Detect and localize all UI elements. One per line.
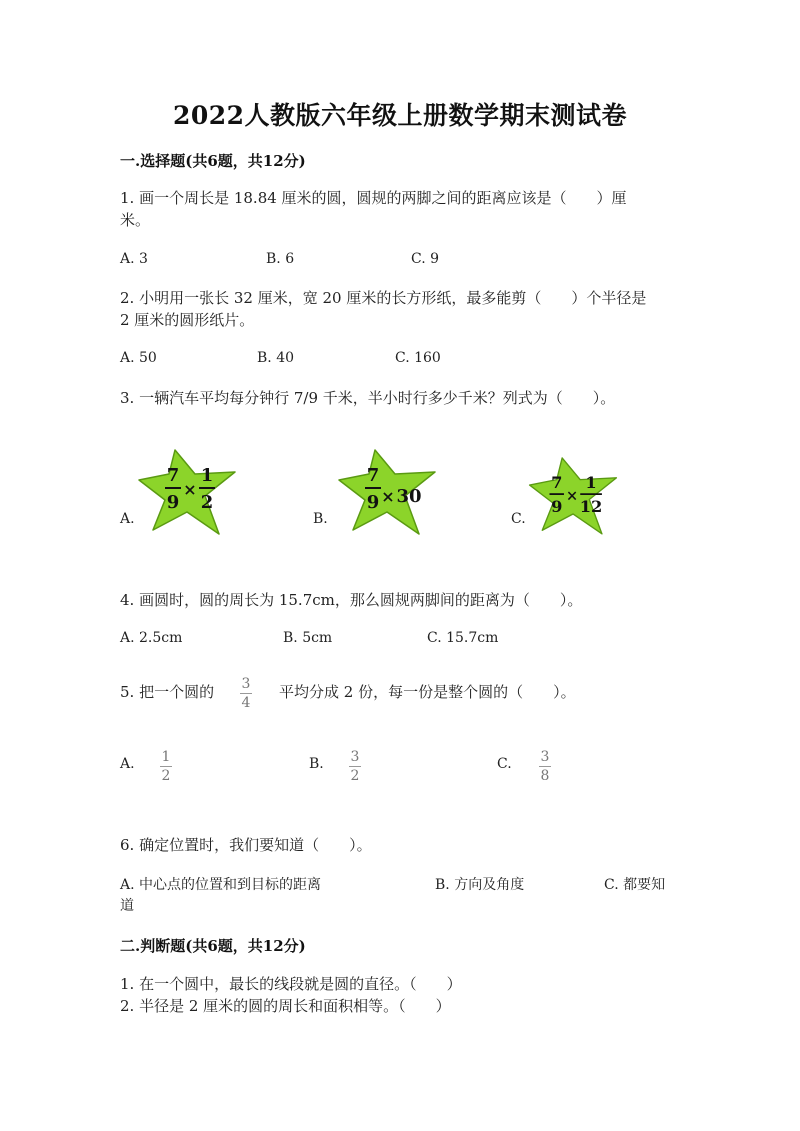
star-a-denominator: 9 xyxy=(166,492,180,513)
question-2-option-a: A. 50 xyxy=(120,350,157,366)
question-4-option-c: C. 15.7cm xyxy=(427,630,499,646)
question-5-option-c-fraction xyxy=(539,749,551,784)
star-c-numerator: 7 xyxy=(551,472,563,492)
fraction-bar xyxy=(539,766,551,767)
star-b-numerator: 7 xyxy=(366,465,380,486)
question-3-option-b-star-icon xyxy=(335,444,439,538)
question-4-option-b: B. 5cm xyxy=(283,630,333,646)
star-c-operator: × xyxy=(566,487,579,505)
star-c-right-numerator: 1 xyxy=(585,472,597,492)
question-5-option-a-letter: A. xyxy=(120,756,135,772)
star-a-numerator: 7 xyxy=(166,465,180,486)
question-5-suffix: 平均分成 2 份，每一份是整个圆的（ ）。 xyxy=(279,683,576,701)
question-6-line-1: 6. 确定位置时，我们要知道（ ）。 xyxy=(120,836,372,854)
question-5-fraction xyxy=(240,676,252,711)
section-heading-multiple-choice: 一.选择题(共6题，共12分) xyxy=(120,152,306,170)
question-4-option-a: A. 2.5cm xyxy=(120,630,183,646)
question-1-line-2: 米。 xyxy=(120,211,151,229)
tf-question-2: 2. 半径是 2 厘米的圆的周长和面积相等。（ ） xyxy=(120,997,451,1015)
question-3-option-b-letter: B. xyxy=(313,511,328,527)
question-3-line-1: 3. 一辆汽车平均每分钟行 7/9 千米，半小时行多少千米？列式为（ ）。 xyxy=(120,389,616,407)
question-3-option-a-letter: A. xyxy=(120,511,135,527)
question-1-line-1: 1. 画一个周长是 18.84 厘米的圆，圆规的两脚之间的距离应该是（ ）厘 xyxy=(120,189,627,207)
question-2-line-2: 2 厘米的圆形纸片。 xyxy=(120,311,255,329)
question-5-option-c-letter: C. xyxy=(497,756,512,772)
fraction-bar xyxy=(160,766,172,767)
exam-title: 2022人教版六年级上册数学期末测试卷 xyxy=(172,101,628,130)
question-6-option-a: A. 中心点的位置和到目标的距离 xyxy=(120,877,322,893)
option-b-numerator: 3 xyxy=(350,749,360,765)
star-a-right-numerator: 1 xyxy=(200,465,214,486)
option-c-denominator: 8 xyxy=(540,768,550,784)
question-5-option-a-fraction xyxy=(160,749,172,784)
star-b-multiplier: 30 xyxy=(396,486,422,507)
question-5-fraction-numerator: 3 xyxy=(241,676,251,692)
question-3-option-c-star-icon xyxy=(526,452,620,538)
question-1-option-a: A. 3 xyxy=(120,251,148,267)
star-b-operator: × xyxy=(381,487,395,506)
option-a-numerator: 1 xyxy=(161,749,171,765)
question-3-option-c-letter: C. xyxy=(511,511,526,527)
tf-question-1: 1. 在一个圆中，最长的线段就是圆的直径。（ ） xyxy=(120,975,462,993)
option-a-denominator: 2 xyxy=(161,768,171,784)
star-b-denominator: 9 xyxy=(366,492,380,513)
question-5-option-b-fraction xyxy=(349,749,361,784)
fraction-bar xyxy=(240,693,252,694)
star-c-denominator: 9 xyxy=(551,497,563,517)
question-6-option-b: B. 方向及角度 xyxy=(435,877,525,893)
question-2-line-1: 2. 小明用一张长 32 厘米，宽 20 厘米的长方形纸，最多能剪（ ）个半径是 xyxy=(120,289,647,307)
question-6-option-c-wrap: 道 xyxy=(120,898,134,914)
section-heading-true-false: 二.判断题(共6题，共12分) xyxy=(120,937,306,955)
question-5-option-b-letter: B. xyxy=(309,756,324,772)
star-a-right-denominator: 2 xyxy=(200,492,214,513)
option-b-denominator: 2 xyxy=(350,768,360,784)
star-c-right-denominator: 12 xyxy=(579,497,603,517)
question-2-option-c: C. 160 xyxy=(395,350,441,366)
question-6-option-c: C. 都要知 xyxy=(604,877,666,893)
question-4-line-1: 4. 画圆时，圆的周长为 15.7cm，那么圆规两脚间的距离为（ ）。 xyxy=(120,591,583,609)
question-5-fraction-denominator: 4 xyxy=(241,695,251,711)
question-1-option-c: C. 9 xyxy=(411,251,440,267)
question-2-option-b: B. 40 xyxy=(257,350,295,366)
question-3-option-a-star-icon xyxy=(135,444,239,538)
star-a-operator: × xyxy=(183,480,197,499)
question-1-option-b: B. 6 xyxy=(266,251,295,267)
fraction-bar xyxy=(349,766,361,767)
question-5-prefix: 5. 把一个圆的 xyxy=(120,683,215,701)
option-c-numerator: 3 xyxy=(540,749,550,765)
